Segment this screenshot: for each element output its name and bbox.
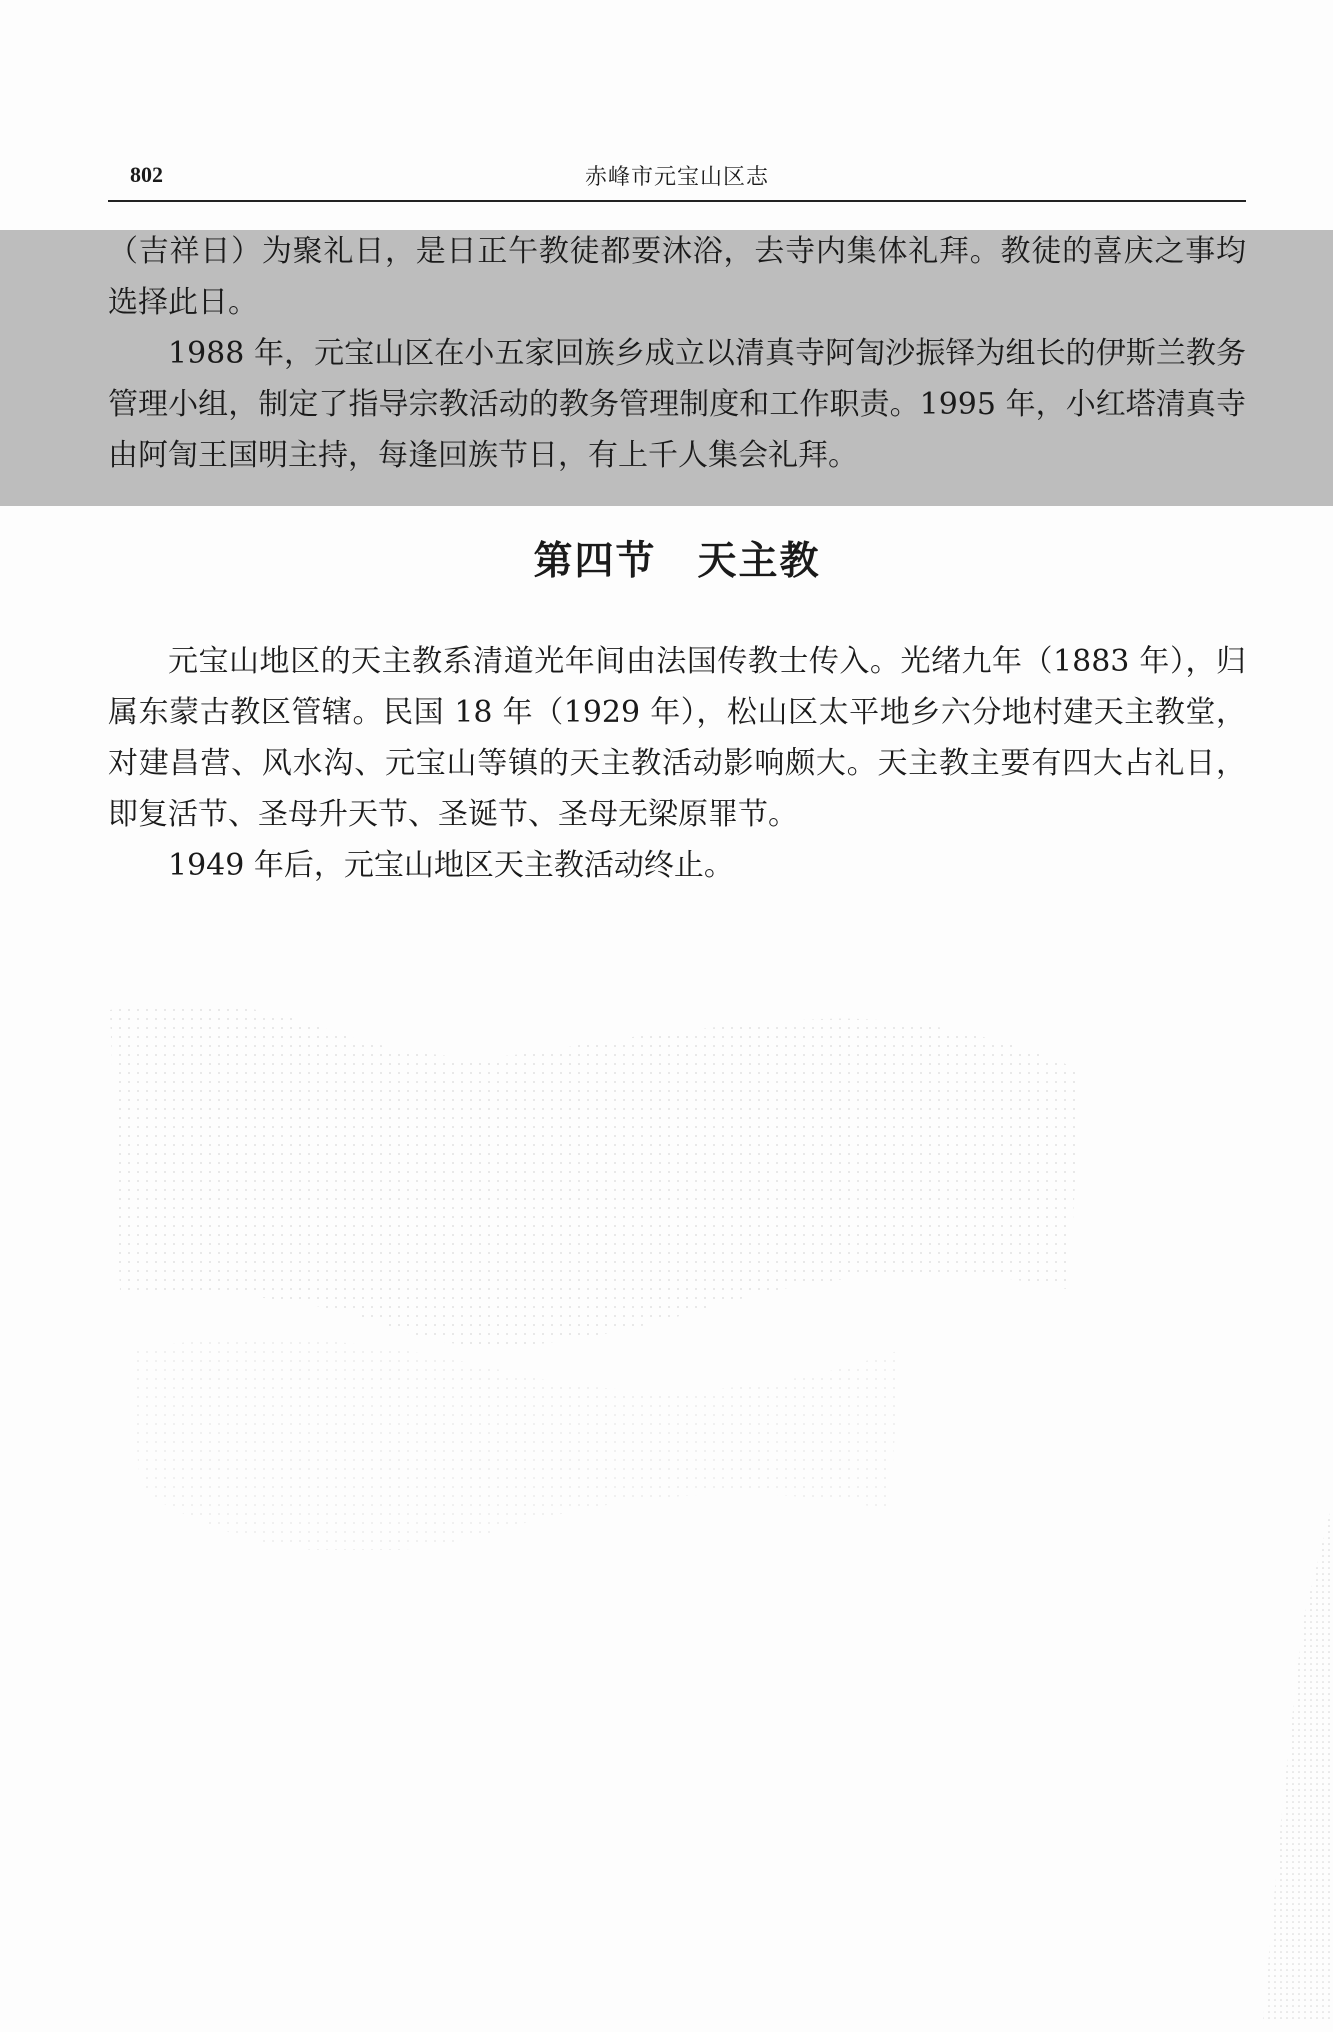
paragraph: 1949 年后，元宝山地区天主教活动终止。 [168, 848, 734, 883]
scan-edge-noise [1243, 1500, 1333, 2020]
section-heading: 第四节 天主教 [533, 539, 821, 584]
page-header [108, 150, 1246, 202]
faint-bleedthrough-texture [100, 990, 1100, 1550]
paragraph: 1988 年，元宝山区在小五家回族乡成立以清真寺阿訇沙振铎为组长的伊斯兰教务管理小组，制定了指导宗教活动的教务管理制度和工作职责。1995 年，小红塔清真寺由阿訇王国明主持，每逢回族节日，有上千人集会礼拜。 [108, 336, 1246, 473]
highlighted-text-block [108, 226, 1246, 481]
running-title: 赤峰市元宝山区志 [584, 165, 769, 190]
paragraph: 元宝山地区的天主教系清道光年间由法国传教士传入。光绪九年（1883 年），归属东蒙古教区管辖。民国 18 年（1929 年），松山区太平地乡六分地村建天主教堂，对建昌营、风水沟、元宝山等镇的天主教活动影响颇大。天主教主要有四大占礼日，即复活节、圣母升天节、圣诞节、圣母无梁原罪节。 [108, 644, 1246, 832]
section-body [108, 636, 1246, 891]
paragraph: （吉祥日）为聚礼日，是日正午教徒都要沐浴，去寺内集体礼拜。教徒的喜庆之事均选择此日。 [108, 234, 1246, 320]
page-number: 802 [130, 162, 163, 187]
